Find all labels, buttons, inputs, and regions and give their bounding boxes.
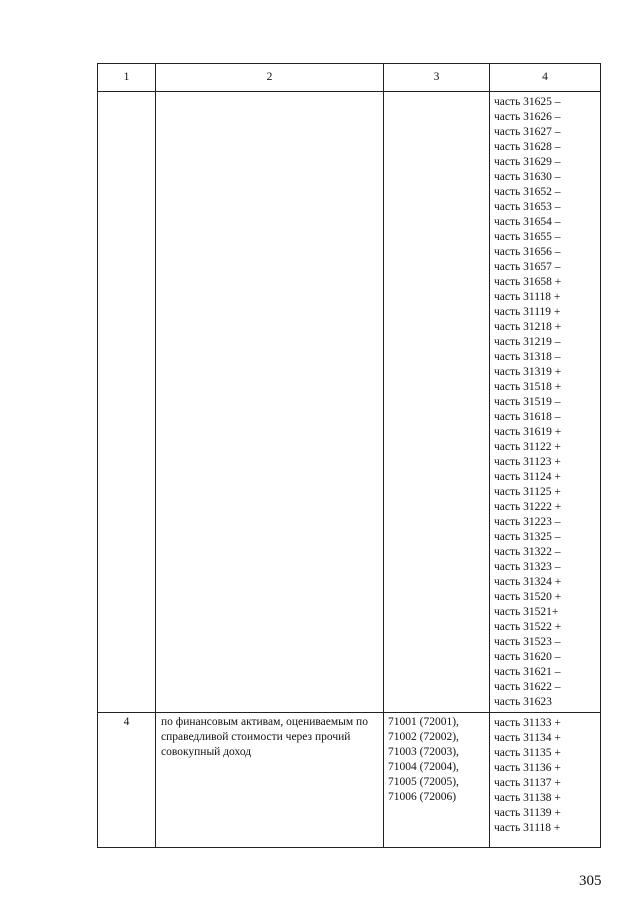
part-entry: часть 31654 – (494, 216, 561, 228)
part-entry: часть 31122 + (494, 441, 561, 453)
part-entry: часть 31324 + (494, 576, 562, 588)
part-entry: часть 31628 – (494, 141, 561, 153)
part-entry: часть 31618 – (494, 411, 561, 423)
code-entry: 71006 (72006) (388, 791, 457, 803)
part-entry: часть 31625 – (494, 96, 561, 108)
part-entry: часть 31629 – (494, 156, 561, 168)
part-entry: часть 31125 + (494, 486, 561, 498)
part-entry: часть 31630 – (494, 171, 561, 183)
part-entry: часть 31136 + (494, 762, 561, 774)
part-entry: часть 31626 – (494, 111, 561, 123)
part-entry: часть 31619 + (494, 426, 562, 438)
part-entry: часть 31520 + (494, 591, 562, 603)
part-entry: часть 31139 + (494, 807, 561, 819)
cell-parts (490, 713, 601, 848)
parts-list (490, 92, 600, 712)
code-entry: 71003 (72003), (388, 746, 459, 758)
cell-description: по финансовым активам, оцениваемым по справедливой стоимости через прочий совокупный доход (156, 713, 384, 848)
part-entry: часть 31622 – (494, 681, 561, 693)
part-entry: часть 31118 + (494, 822, 561, 834)
part-entry: часть 31134 + (494, 732, 561, 744)
part-entry: часть 31124 + (494, 471, 561, 483)
header-col-3: 3 (384, 64, 490, 92)
codes-list (384, 713, 489, 805)
part-entry: часть 31118 + (494, 291, 561, 303)
cell-number: 4 (98, 713, 156, 848)
header-col-1: 1 (98, 64, 156, 92)
part-entry: часть 31319 + (494, 366, 562, 378)
part-entry: часть 31322 – (494, 546, 561, 558)
parts-list (490, 713, 600, 838)
part-entry: часть 31219 – (494, 336, 561, 348)
part-entry: часть 31119 + (494, 306, 561, 318)
code-entry: 71004 (72004), (388, 761, 459, 773)
part-entry: часть 31518 + (494, 381, 562, 393)
part-entry: часть 31519 – (494, 396, 561, 408)
part-entry: часть 31621 – (494, 666, 561, 678)
page-number: 305 (579, 873, 602, 889)
table-row-4 (98, 713, 601, 848)
part-entry: часть 31318 – (494, 351, 561, 363)
part-entry: часть 31218 + (494, 321, 562, 333)
part-entry: часть 31658 + (494, 276, 562, 288)
part-entry: часть 31623 (494, 696, 552, 708)
part-entry: часть 31652 – (494, 186, 561, 198)
cell-codes-empty (384, 92, 490, 713)
code-entry: 71002 (72002), (388, 731, 459, 743)
cell-number-empty (98, 92, 156, 713)
header-col-4: 4 (490, 64, 601, 92)
part-entry: часть 31325 – (494, 531, 561, 543)
code-entry: 71005 (72005), (388, 776, 459, 788)
code-entry: 71001 (72001), (388, 716, 459, 728)
part-entry: часть 31620 – (494, 651, 561, 663)
part-entry: часть 31522 + (494, 621, 562, 633)
cell-description-empty (156, 92, 384, 713)
part-entry: часть 31123 + (494, 456, 561, 468)
part-entry: часть 31653 – (494, 201, 561, 213)
part-entry: часть 31133 + (494, 717, 561, 729)
part-entry: часть 31137 + (494, 777, 561, 789)
table-row-continuation (98, 92, 601, 713)
part-entry: часть 31223 – (494, 516, 561, 528)
part-entry: часть 31135 + (494, 747, 561, 759)
part-entry: часть 31222 + (494, 501, 562, 513)
part-entry: часть 31657 – (494, 261, 561, 273)
part-entry: часть 31627 – (494, 126, 561, 138)
part-entry: часть 31656 – (494, 246, 561, 258)
header-col-2: 2 (156, 64, 384, 92)
part-entry: часть 31523 – (494, 636, 561, 648)
cell-codes (384, 713, 490, 848)
document-table (97, 63, 601, 848)
table-header-row (98, 64, 601, 92)
part-entry: часть 31655 – (494, 231, 561, 243)
part-entry: часть 31521+ (494, 606, 559, 618)
part-entry: часть 31138 + (494, 792, 561, 804)
cell-parts (490, 92, 601, 713)
part-entry: часть 31323 – (494, 561, 561, 573)
